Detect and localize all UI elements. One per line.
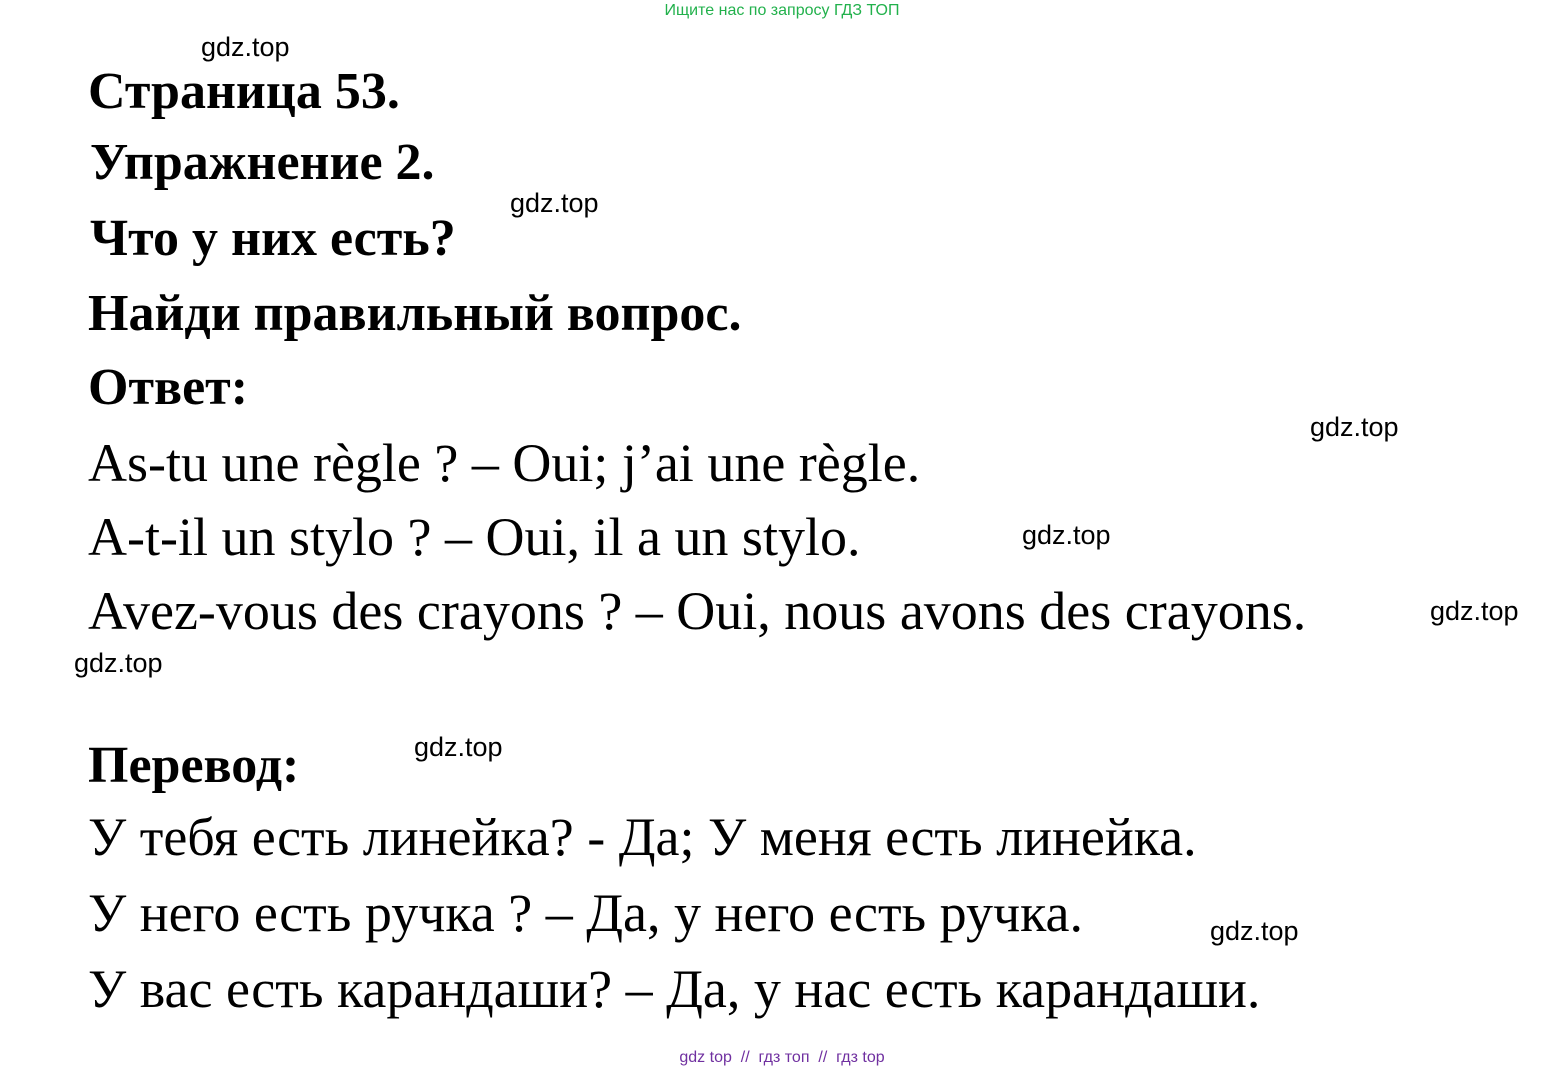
footer-links: gdz top // гдз топ // гдз top [679,1049,885,1066]
top-banner: Ищите нас по запросу ГДЗ ТОП [664,2,900,19]
watermark: gdz.top [510,188,599,218]
watermark: gdz.top [414,732,503,762]
translation-label: Перевод: [88,737,300,794]
watermark: gdz.top [1210,916,1299,946]
watermark: gdz.top [74,648,163,678]
task-heading: Найди правильный вопрос. [88,285,742,342]
answer-line-2: A-t-il un stylo ? – Oui, il a un stylo. [88,507,861,567]
answer-line-1: As-tu une règle ? – Oui; j’ai une règle. [88,433,921,493]
question-heading: Что у них есть? [90,210,456,267]
translation-line-1: У тебя есть линейка? - Да; У меня есть линейка. [88,807,1197,867]
translation-line-3: У вас есть карандаши? – Да, у нас есть карандаши. [88,959,1261,1019]
watermark: gdz.top [201,32,290,62]
answer-line-3: Avez-vous des crayons ? – Oui, nous avons des crayons. [88,581,1307,641]
watermark: gdz.top [1310,412,1399,442]
translation-line-2: У него есть ручка ? – Да, у него есть ручка. [88,883,1084,943]
exercise-title: Упражнение 2. [90,134,435,191]
watermark: gdz.top [1022,520,1111,550]
watermark: gdz.top [1430,596,1519,626]
answer-label: Ответ: [88,359,249,416]
page-title: Страница 53. [88,63,400,120]
